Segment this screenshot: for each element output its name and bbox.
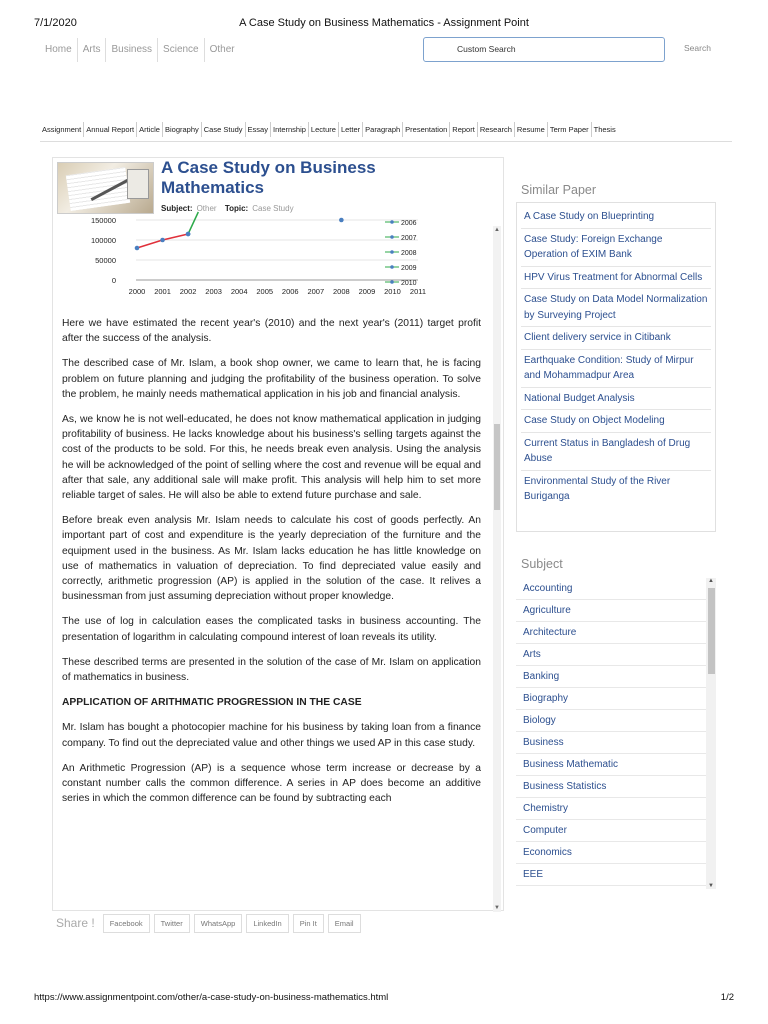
legend-marker [390,235,394,239]
subject-item[interactable]: Accounting [516,578,706,600]
share-email-button[interactable]: Email [328,914,361,933]
legend-label: 2008 [401,250,417,257]
similar-paper-title: Similar Paper [521,183,597,197]
topic-link[interactable]: Case Study [252,204,294,213]
chart-container [53,216,503,308]
similar-item[interactable]: Case Study: Foreign Exchange Operation of EXIM Bank [521,229,711,267]
cat-paragraph[interactable]: Paragraph [363,122,403,137]
search-button[interactable]: Search [684,43,711,53]
legend-label: 2006 [401,220,417,227]
subject-item[interactable]: Chemistry [516,798,706,820]
similar-item[interactable]: Environmental Study of the River Buriganga [524,475,671,502]
similar-item[interactable]: Case Study on Object Modeling [521,410,711,433]
subject-label: Subject: [161,204,193,213]
subject-item[interactable]: Architecture [516,622,706,644]
subject-title: Subject [521,557,563,571]
print-title: A Case Study on Business Mathematics - Assignment Point [239,17,529,29]
paragraph: As, we know he is not well-educated, he does not know mathematical application in judging profitability of business. He lacks knowledge about his business's selling targets against the cost of the products to be sold. For this, he needs break even analysis. Using the analysis he will be acknowledged of the point of selling where the cost and revenue will be equal and after that sale, any additional sale will make profit. This analysis will help him to set more reliable target of sales. He will also be able to extend future purchase and sale. [62,414,481,502]
share-pinit-button[interactable]: Pin It [293,914,324,933]
nav-home[interactable]: Home [40,38,78,62]
x-tick-label: 2006 [281,287,299,296]
data-point [160,238,165,243]
nav-other[interactable]: Other [209,44,235,55]
scroll-up-icon[interactable]: ▲ [708,578,714,584]
print-url: https://www.assignmentpoint.com/other/a-case-study-on-business-mathematics.html [34,992,389,1003]
nav-arts[interactable]: Arts [78,38,107,62]
top-nav [40,38,240,62]
divider [40,141,732,142]
cat-term-paper[interactable]: Term Paper [548,122,592,137]
subject-item[interactable]: Banking [516,666,706,688]
subject-list[interactable] [516,578,716,889]
share-facebook-button[interactable]: Facebook [103,914,150,933]
cat-essay[interactable]: Essay [246,122,271,137]
paragraph: An Arithmetic Progression (AP) is a sequence whose term increase or decrease by a constant number calls the common difference. A series in AP does become an additive series in which the common difference can be found by subtracting each [62,762,481,805]
x-tick-label: 2003 [205,287,222,296]
data-point [135,246,140,251]
subject-item[interactable]: Business Statistics [516,776,706,798]
cat-case-study[interactable]: Case Study [202,122,246,137]
x-tick-label: 2000 [128,287,146,296]
subject-item[interactable]: Computer [516,820,706,842]
subject-item[interactable]: Business Mathematic [516,754,706,776]
paragraph: These described terms are presented in the solution of the case of Mr. Islam on application of mathematics in business. [62,656,481,684]
cat-article[interactable]: Article [137,122,163,137]
subject-item[interactable]: EEE [516,864,706,886]
subject-scrollbar[interactable] [706,578,716,889]
print-page-number: 1/2 [720,992,734,1003]
similar-paper-list [516,202,716,532]
y-tick-label: 0 [111,276,116,285]
share-whatsapp-button[interactable]: WhatsApp [194,914,243,933]
legend-label: 2007 [401,235,417,242]
subject-item[interactable]: Business [516,732,706,754]
subject-item[interactable]: Arts [516,644,706,666]
subject-item[interactable]: Agriculture [516,600,706,622]
legend-label: 2010 [401,280,417,287]
article-scrollbar[interactable] [493,226,501,912]
similar-item[interactable]: Earthquake Condition: Study of Mirpur and Mohammadpur Area [521,350,711,388]
paragraph: The use of log in calculation eases the complicated tasks in business accounting. The presentation of logarithm in calculating compound interest of loan reveals its utility. [62,616,481,643]
x-tick-label: 2001 [154,287,171,296]
article-scroll-area[interactable] [53,216,503,912]
article-meta [161,204,300,213]
cat-biography[interactable]: Biography [163,122,202,137]
legend-marker [390,280,394,284]
nav-science[interactable]: Science [158,38,205,62]
search-input[interactable]: Custom Search [423,37,665,62]
y-tick-label: 100000 [90,236,116,245]
cat-thesis[interactable]: Thesis [593,125,616,134]
article-title: A Case Study on Business Mathematics [161,158,376,197]
legend-marker [390,250,394,254]
legend-marker [390,265,394,269]
x-tick-label: 2007 [307,287,325,296]
scrollbar-thumb[interactable] [708,588,715,674]
article-body [62,316,481,816]
series-line-green-line [188,212,198,234]
similar-item[interactable]: HPV Virus Treatment for Abnormal Cells [521,267,711,290]
paragraph: Mr. Islam has bought a photocopier machine for his business by taking loan from a finance company. To find out the depreciated value and other things we used AP in this case study. [62,722,481,749]
x-tick-label: 2010 [384,287,401,296]
similar-item[interactable]: National Budget Analysis [521,388,711,411]
similar-item[interactable]: Client delivery service in Citibank [521,327,711,350]
similar-item[interactable]: Case Study on Data Model Normalization by Surveying Project [521,289,711,327]
topic-label: Topic: [224,204,249,213]
scroll-down-icon[interactable]: ▼ [708,883,714,889]
print-date: 7/1/2020 [34,17,77,29]
paragraph: Before break even analysis Mr. Islam needs to calculate his cost of goods perfectly. An important part of cost and expenditure is the yearly depreciation of the furniture and the equipment used in the business. As Mr. Islam lacks education he has little knowledge on use of mathematics in valuation of depreciation. To find depreciated value easily and correctly, arithmetic progression (AP) is applied in the solution of the case. It relives a businessman from just assuming depreciation without proper knowledge. [62,515,481,603]
subject-link[interactable]: Other [196,204,217,213]
share-twitter-button[interactable]: Twitter [154,914,190,933]
scroll-up-icon[interactable]: ▲ [494,227,500,233]
y-tick-label: 150000 [90,216,116,225]
paragraph: The described case of Mr. Islam, a book shop owner, we came to learn that, he is facing problem on future planning and judging the profitability of the business operation. To solve the problem, he mainly needs mathematical application in his job and financial analysis. [62,358,481,400]
category-bar [40,122,618,137]
cat-resume[interactable]: Resume [515,122,548,137]
share-bar [52,911,504,935]
article-thumbnail [57,162,154,214]
section-heading: APPLICATION OF ARITHMATIC PROGRESSION IN THE CASE [62,697,362,709]
cat-internship[interactable]: Internship [271,122,309,137]
print-header [34,17,734,31]
cat-report[interactable]: Report [450,122,478,137]
cat-annual-report[interactable]: Annual Report [84,122,137,137]
x-tick-label: 2002 [179,287,197,296]
cat-assignment[interactable]: Assignment [40,122,84,137]
paragraph: Here we have estimated the recent year's (2010) and the next year's (2011) target profit after the success of the analysis. [62,318,481,345]
share-label: Share ! [56,916,95,930]
similar-item[interactable]: Current Status in Bangladesh of Drug Abuse [521,433,711,471]
article-frame [52,157,504,911]
data-point [186,232,191,237]
nav-business[interactable]: Business [106,38,158,62]
data-point [339,218,344,223]
scroll-down-icon[interactable]: ▼ [494,905,500,911]
similar-item[interactable]: A Case Study on Blueprinting [521,206,711,229]
x-tick-label: 2009 [358,287,376,296]
cat-letter[interactable]: Letter [339,122,363,137]
share-linkedin-button[interactable]: LinkedIn [246,914,288,933]
x-tick-label: 2011 [409,287,427,296]
legend-label: 2009 [401,265,417,272]
cat-research[interactable]: Research [478,122,515,137]
x-tick-label: 2008 [333,287,350,296]
x-tick-label: 2005 [256,287,274,296]
legend-marker [390,220,394,224]
x-tick-label: 2004 [230,287,248,296]
y-tick-label: 50000 [95,256,116,265]
subject-item[interactable]: Biology [516,710,706,732]
subject-item[interactable]: Economics [516,842,706,864]
profit-chart [53,216,503,308]
cat-lecture[interactable]: Lecture [309,122,339,137]
scrollbar-thumb[interactable] [494,424,500,510]
print-footer [34,992,734,1006]
subject-item[interactable]: Biography [516,688,706,710]
cat-presentation[interactable]: Presentation [403,122,450,137]
